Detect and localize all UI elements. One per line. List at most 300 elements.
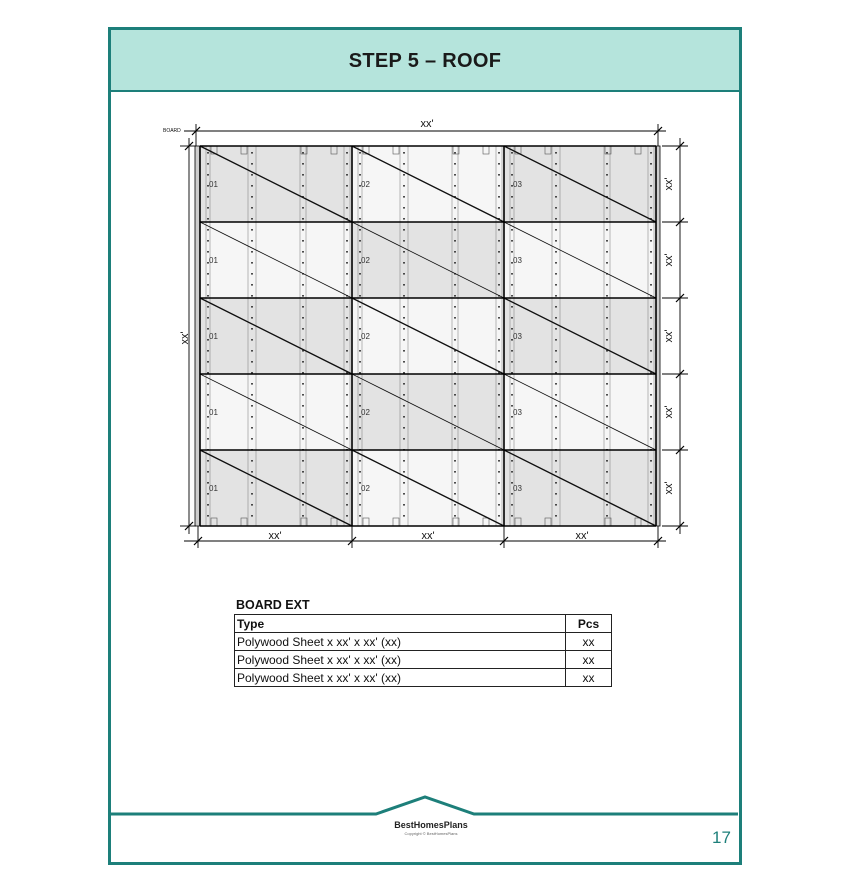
fastener-dot bbox=[606, 163, 608, 165]
fastener-dot bbox=[498, 251, 500, 253]
fastener-dot bbox=[346, 416, 348, 418]
fastener-dot bbox=[555, 174, 557, 176]
fastener-dot bbox=[454, 240, 456, 242]
fastener-dot bbox=[346, 273, 348, 275]
fastener-dot bbox=[606, 152, 608, 154]
fastener-dot bbox=[302, 306, 304, 308]
fastener-dot bbox=[251, 306, 253, 308]
fastener-dot bbox=[359, 229, 361, 231]
fastener-dot bbox=[650, 306, 652, 308]
fastener-dot bbox=[346, 185, 348, 187]
fastener-dot bbox=[511, 515, 513, 517]
fastener-dot bbox=[650, 284, 652, 286]
fastener-dot bbox=[454, 416, 456, 418]
fastener-dot bbox=[403, 328, 405, 330]
fastener-dot bbox=[511, 251, 513, 253]
fastener-dot bbox=[606, 251, 608, 253]
fastener-dot bbox=[251, 218, 253, 220]
fastener-dot bbox=[650, 339, 652, 341]
fastener-dot bbox=[498, 317, 500, 319]
fastener-dot bbox=[498, 350, 500, 352]
fastener-dot bbox=[511, 383, 513, 385]
fastener-dot bbox=[555, 438, 557, 440]
fastener-dot bbox=[207, 515, 209, 517]
fastener-dot bbox=[302, 163, 304, 165]
fastener-dot bbox=[302, 339, 304, 341]
panel-label: 03 bbox=[513, 484, 522, 493]
fastener-dot bbox=[251, 185, 253, 187]
fastener-dot bbox=[346, 493, 348, 495]
fastener-dot bbox=[302, 240, 304, 242]
fastener-dot bbox=[454, 229, 456, 231]
fastener-dot bbox=[454, 394, 456, 396]
fastener-dot bbox=[511, 207, 513, 209]
fastener-dot bbox=[346, 361, 348, 363]
fastener-dot bbox=[498, 152, 500, 154]
fastener-dot bbox=[606, 306, 608, 308]
fastener-dot bbox=[403, 504, 405, 506]
cell-pcs: xx bbox=[566, 633, 612, 651]
fastener-dot bbox=[454, 185, 456, 187]
fastener-dot bbox=[606, 328, 608, 330]
fastener-dot bbox=[511, 493, 513, 495]
fastener-dot bbox=[498, 273, 500, 275]
fastener-dot bbox=[511, 229, 513, 231]
fastener-dot bbox=[403, 361, 405, 363]
fastener-dot bbox=[511, 174, 513, 176]
fastener-dot bbox=[498, 229, 500, 231]
dimension-label-right: xx' bbox=[663, 481, 675, 495]
fastener-dot bbox=[207, 273, 209, 275]
fastener-dot bbox=[251, 229, 253, 231]
fastener-dot bbox=[650, 196, 652, 198]
fastener-dot bbox=[359, 394, 361, 396]
fastener-dot bbox=[555, 383, 557, 385]
dimension-label-right: xx' bbox=[663, 253, 675, 267]
fastener-dot bbox=[454, 295, 456, 297]
fastener-dot bbox=[359, 240, 361, 242]
fastener-dot bbox=[207, 295, 209, 297]
fastener-dot bbox=[346, 317, 348, 319]
fastener-dot bbox=[207, 218, 209, 220]
fastener-dot bbox=[346, 207, 348, 209]
fastener-dot bbox=[498, 262, 500, 264]
fastener-dot bbox=[403, 196, 405, 198]
fastener-dot bbox=[650, 251, 652, 253]
fastener-dot bbox=[511, 361, 513, 363]
fastener-dot bbox=[606, 295, 608, 297]
fastener-dot bbox=[403, 185, 405, 187]
panel-label: 02 bbox=[361, 256, 370, 265]
fastener-dot bbox=[359, 460, 361, 462]
fastener-dot bbox=[346, 229, 348, 231]
fastener-dot bbox=[403, 152, 405, 154]
fastener-dot bbox=[555, 295, 557, 297]
fastener-dot bbox=[555, 350, 557, 352]
fastener-dot bbox=[606, 482, 608, 484]
fastener-dot bbox=[606, 207, 608, 209]
panel-label: 01 bbox=[209, 180, 218, 189]
fastener-dot bbox=[346, 174, 348, 176]
fastener-dot bbox=[359, 196, 361, 198]
fastener-dot bbox=[346, 515, 348, 517]
fastener-dot bbox=[302, 383, 304, 385]
fastener-dot bbox=[606, 317, 608, 319]
table-row bbox=[235, 669, 612, 687]
fastener-dot bbox=[403, 273, 405, 275]
fastener-dot bbox=[207, 361, 209, 363]
fastener-dot bbox=[498, 174, 500, 176]
fastener-dot bbox=[555, 471, 557, 473]
fastener-dot bbox=[606, 339, 608, 341]
fastener-dot bbox=[359, 306, 361, 308]
fastener-dot bbox=[302, 460, 304, 462]
fastener-dot bbox=[302, 295, 304, 297]
column-header-pcs: Pcs bbox=[566, 615, 612, 633]
fastener-dot bbox=[555, 394, 557, 396]
fastener-dot bbox=[650, 185, 652, 187]
fastener-dot bbox=[555, 152, 557, 154]
fastener-dot bbox=[251, 251, 253, 253]
fastener-dot bbox=[302, 229, 304, 231]
fastener-dot bbox=[498, 185, 500, 187]
fastener-dot bbox=[606, 471, 608, 473]
fastener-dot bbox=[454, 152, 456, 154]
fastener-dot bbox=[302, 504, 304, 506]
cell-pcs: xx bbox=[566, 669, 612, 687]
fastener-dot bbox=[555, 273, 557, 275]
fastener-dot bbox=[251, 240, 253, 242]
fastener-dot bbox=[302, 284, 304, 286]
fastener-dot bbox=[251, 163, 253, 165]
fastener-dot bbox=[650, 504, 652, 506]
fastener-dot bbox=[403, 394, 405, 396]
fastener-dot bbox=[606, 218, 608, 220]
fastener-dot bbox=[251, 482, 253, 484]
fastener-dot bbox=[251, 174, 253, 176]
fastener-dot bbox=[511, 196, 513, 198]
fastener-dot bbox=[359, 504, 361, 506]
fastener-dot bbox=[555, 251, 557, 253]
fastener-dot bbox=[498, 515, 500, 517]
table-row bbox=[235, 633, 612, 651]
footer-divider bbox=[110, 797, 738, 814]
fastener-dot bbox=[359, 295, 361, 297]
fastener-dot bbox=[650, 262, 652, 264]
fastener-dot bbox=[207, 460, 209, 462]
fastener-dot bbox=[403, 240, 405, 242]
fastener-dot bbox=[207, 207, 209, 209]
fastener-dot bbox=[454, 174, 456, 176]
panel-label: 03 bbox=[513, 332, 522, 341]
fastener-dot bbox=[302, 361, 304, 363]
fastener-dot bbox=[454, 460, 456, 462]
fastener-dot bbox=[346, 251, 348, 253]
panel-label: 02 bbox=[361, 408, 370, 417]
fastener-dot bbox=[511, 438, 513, 440]
fastener-dot bbox=[207, 174, 209, 176]
fastener-dot bbox=[650, 152, 652, 154]
fastener-dot bbox=[302, 207, 304, 209]
board-ext-section bbox=[234, 598, 612, 687]
fastener-dot bbox=[403, 427, 405, 429]
fastener-dot bbox=[207, 438, 209, 440]
fastener-dot bbox=[403, 350, 405, 352]
fastener-dot bbox=[359, 273, 361, 275]
fastener-dot bbox=[454, 218, 456, 220]
panel-label: 01 bbox=[209, 332, 218, 341]
fastener-dot bbox=[555, 196, 557, 198]
fastener-dot bbox=[606, 405, 608, 407]
fastener-dot bbox=[454, 207, 456, 209]
fastener-dot bbox=[454, 361, 456, 363]
fastener-dot bbox=[346, 152, 348, 154]
fastener-dot bbox=[251, 493, 253, 495]
cell-type: Polywood Sheet x xx' x xx' (xx) bbox=[235, 651, 566, 669]
fastener-dot bbox=[555, 284, 557, 286]
fastener-dot bbox=[403, 218, 405, 220]
fastener-dot bbox=[403, 460, 405, 462]
fastener-dot bbox=[555, 504, 557, 506]
fastener-dot bbox=[346, 471, 348, 473]
fastener-dot bbox=[454, 262, 456, 264]
fastener-dot bbox=[359, 438, 361, 440]
fastener-dot bbox=[302, 471, 304, 473]
fastener-dot bbox=[650, 438, 652, 440]
fastener-dot bbox=[346, 383, 348, 385]
fastener-dot bbox=[302, 328, 304, 330]
fastener-dot bbox=[511, 405, 513, 407]
cell-pcs: xx bbox=[566, 651, 612, 669]
fastener-dot bbox=[511, 427, 513, 429]
fastener-dot bbox=[346, 284, 348, 286]
fastener-dot bbox=[302, 317, 304, 319]
fastener-dot bbox=[606, 240, 608, 242]
page-title: STEP 5 – ROOF bbox=[348, 50, 502, 72]
fastener-dot bbox=[207, 229, 209, 231]
fastener-dot bbox=[403, 284, 405, 286]
fastener-dot bbox=[511, 328, 513, 330]
fastener-dot bbox=[359, 471, 361, 473]
fastener-dot bbox=[650, 471, 652, 473]
fastener-dot bbox=[302, 394, 304, 396]
panel-label: 02 bbox=[361, 332, 370, 341]
fastener-dot bbox=[454, 493, 456, 495]
fastener-dot bbox=[251, 339, 253, 341]
fastener-dot bbox=[403, 174, 405, 176]
fastener-dot bbox=[650, 460, 652, 462]
fastener-dot bbox=[650, 273, 652, 275]
fastener-dot bbox=[606, 493, 608, 495]
fastener-dot bbox=[650, 163, 652, 165]
fastener-dot bbox=[359, 383, 361, 385]
fastener-dot bbox=[403, 229, 405, 231]
fastener-dot bbox=[251, 471, 253, 473]
fastener-dot bbox=[207, 240, 209, 242]
fastener-dot bbox=[498, 394, 500, 396]
fastener-dot bbox=[498, 306, 500, 308]
fastener-dot bbox=[359, 317, 361, 319]
fastener-dot bbox=[511, 163, 513, 165]
fastener-dot bbox=[346, 427, 348, 429]
fastener-dot bbox=[346, 394, 348, 396]
fastener-dot bbox=[251, 328, 253, 330]
fastener-dot bbox=[498, 493, 500, 495]
fastener-dot bbox=[346, 328, 348, 330]
board-table bbox=[234, 614, 612, 687]
fastener-dot bbox=[346, 339, 348, 341]
fastener-dot bbox=[650, 493, 652, 495]
fastener-dot bbox=[555, 493, 557, 495]
fastener-dot bbox=[650, 427, 652, 429]
fastener-dot bbox=[454, 427, 456, 429]
fastener-dot bbox=[251, 207, 253, 209]
fastener-dot bbox=[511, 218, 513, 220]
fastener-dot bbox=[251, 262, 253, 264]
fastener-dot bbox=[498, 405, 500, 407]
fastener-dot bbox=[498, 504, 500, 506]
fastener-dot bbox=[454, 438, 456, 440]
fastener-dot bbox=[498, 383, 500, 385]
fastener-dot bbox=[454, 405, 456, 407]
fastener-dot bbox=[359, 515, 361, 517]
dimension-label-right: xx' bbox=[663, 177, 675, 191]
fastener-dot bbox=[650, 229, 652, 231]
fastener-dot bbox=[511, 284, 513, 286]
fastener-dot bbox=[650, 361, 652, 363]
fastener-dot bbox=[650, 383, 652, 385]
cell-type: Polywood Sheet x xx' x xx' (xx) bbox=[235, 669, 566, 687]
fastener-dot bbox=[498, 427, 500, 429]
fastener-dot bbox=[498, 240, 500, 242]
fastener-dot bbox=[555, 515, 557, 517]
fastener-dot bbox=[251, 284, 253, 286]
fastener-dot bbox=[555, 229, 557, 231]
fastener-dot bbox=[606, 229, 608, 231]
fastener-dot bbox=[302, 251, 304, 253]
fastener-dot bbox=[650, 515, 652, 517]
fastener-dot bbox=[498, 339, 500, 341]
fastener-dot bbox=[346, 262, 348, 264]
fastener-dot bbox=[555, 240, 557, 242]
dimension-label-right: xx' bbox=[663, 405, 675, 419]
fastener-dot bbox=[207, 251, 209, 253]
fastener-dot bbox=[403, 405, 405, 407]
fastener-dot bbox=[207, 383, 209, 385]
fastener-dot bbox=[606, 174, 608, 176]
fastener-dot bbox=[650, 482, 652, 484]
fastener-dot bbox=[555, 339, 557, 341]
fastener-dot bbox=[207, 427, 209, 429]
fastener-dot bbox=[207, 350, 209, 352]
fastener-dot bbox=[555, 460, 557, 462]
fastener-dot bbox=[650, 240, 652, 242]
fastener-dot bbox=[251, 361, 253, 363]
fastener-dot bbox=[403, 317, 405, 319]
fastener-dot bbox=[251, 273, 253, 275]
fastener-dot bbox=[511, 350, 513, 352]
fastener-dot bbox=[454, 504, 456, 506]
panel-label: 01 bbox=[209, 484, 218, 493]
footer-logo bbox=[0, 820, 862, 836]
fastener-dot bbox=[555, 262, 557, 264]
fastener-dot bbox=[454, 251, 456, 253]
fastener-dot bbox=[302, 493, 304, 495]
fastener-dot bbox=[403, 515, 405, 517]
fastener-dot bbox=[555, 328, 557, 330]
fastener-dot bbox=[650, 207, 652, 209]
column-header-type: Type bbox=[235, 615, 566, 633]
fastener-dot bbox=[498, 284, 500, 286]
fastener-dot bbox=[251, 504, 253, 506]
fastener-dot bbox=[606, 504, 608, 506]
fastener-dot bbox=[403, 416, 405, 418]
panel-label: 03 bbox=[513, 180, 522, 189]
fastener-dot bbox=[606, 438, 608, 440]
fastener-dot bbox=[403, 438, 405, 440]
dimension-label-bottom: xx' bbox=[268, 530, 282, 542]
fastener-dot bbox=[359, 152, 361, 154]
cell-type: Polywood Sheet x xx' x xx' (xx) bbox=[235, 633, 566, 651]
fastener-dot bbox=[251, 416, 253, 418]
fastener-dot bbox=[302, 262, 304, 264]
fastener-dot bbox=[650, 350, 652, 352]
fastener-dot bbox=[498, 163, 500, 165]
fastener-dot bbox=[403, 482, 405, 484]
fastener-dot bbox=[302, 174, 304, 176]
fastener-dot bbox=[359, 493, 361, 495]
fastener-dot bbox=[606, 515, 608, 517]
fastener-dot bbox=[498, 361, 500, 363]
fastener-dot bbox=[403, 163, 405, 165]
fastener-dot bbox=[359, 284, 361, 286]
fastener-dot bbox=[555, 207, 557, 209]
fastener-dot bbox=[498, 207, 500, 209]
fastener-dot bbox=[346, 196, 348, 198]
fastener-dot bbox=[359, 251, 361, 253]
fastener-dot bbox=[302, 416, 304, 418]
fastener-dot bbox=[555, 361, 557, 363]
fastener-dot bbox=[555, 427, 557, 429]
fastener-dot bbox=[606, 394, 608, 396]
fastener-dot bbox=[251, 317, 253, 319]
fastener-dot bbox=[251, 438, 253, 440]
fastener-dot bbox=[207, 394, 209, 396]
fastener-dot bbox=[302, 152, 304, 154]
fastener-dot bbox=[346, 163, 348, 165]
fastener-dot bbox=[251, 515, 253, 517]
fastener-dot bbox=[207, 196, 209, 198]
fastener-dot bbox=[498, 328, 500, 330]
fastener-dot bbox=[359, 174, 361, 176]
dimension-label-top: xx' bbox=[420, 118, 434, 130]
panel-label: 01 bbox=[209, 408, 218, 417]
fastener-dot bbox=[606, 416, 608, 418]
fastener-dot bbox=[454, 383, 456, 385]
dimension-label-right: xx' bbox=[663, 329, 675, 343]
fastener-dot bbox=[454, 471, 456, 473]
fastener-dot bbox=[498, 471, 500, 473]
fastener-dot bbox=[511, 295, 513, 297]
fastener-dot bbox=[251, 196, 253, 198]
fastener-dot bbox=[403, 207, 405, 209]
fastener-dot bbox=[606, 427, 608, 429]
fastener-dot bbox=[207, 405, 209, 407]
fastener-dot bbox=[498, 196, 500, 198]
fastener-dot bbox=[359, 163, 361, 165]
fastener-dot bbox=[454, 328, 456, 330]
fastener-dot bbox=[606, 185, 608, 187]
